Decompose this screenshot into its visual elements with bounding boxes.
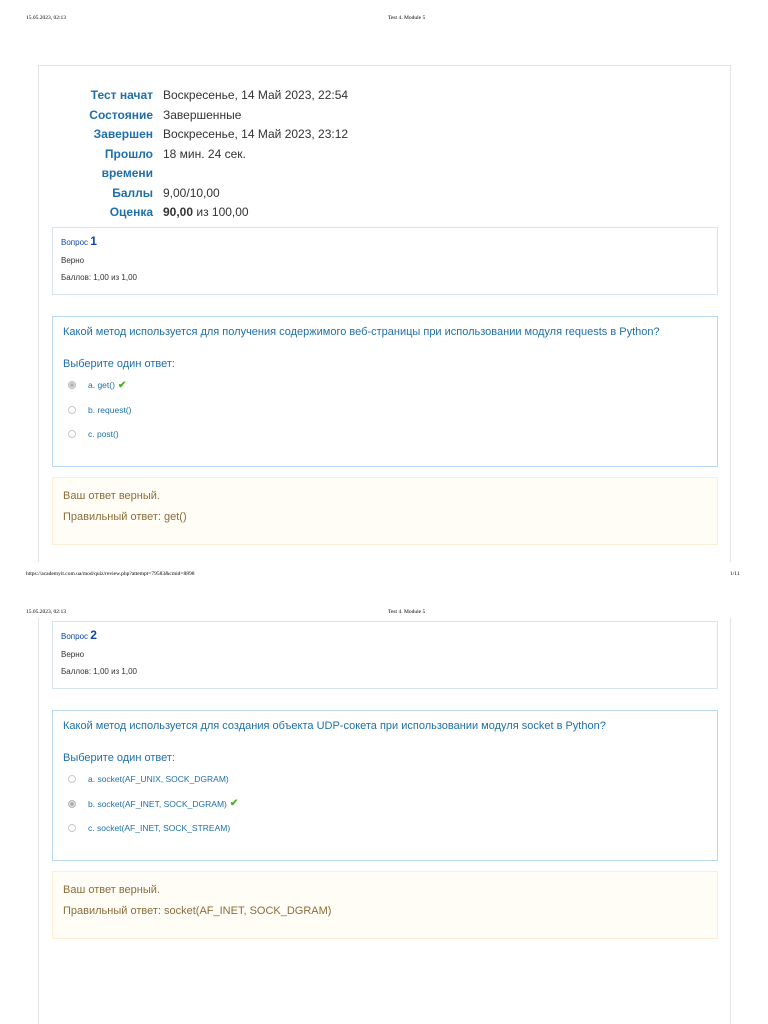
summary-row-time-taken [60, 145, 348, 184]
answer-option-b[interactable] [63, 398, 707, 423]
attempt-summary [60, 86, 348, 223]
question-number [61, 234, 709, 248]
question-state: Верно [61, 256, 85, 265]
question-content-2 [52, 710, 718, 861]
answer-option-b[interactable] [63, 792, 707, 817]
print-header-title: Test 4. Module 5 [388, 609, 426, 615]
summary-label: Оценка [109, 205, 153, 219]
summary-value: Воскресенье, 14 Май 2023, 22:54 [163, 88, 349, 102]
radio-button-selected[interactable] [68, 800, 76, 808]
question-text: Какой метод используется для создания объекта UDP-сокета при использовании модуля socket в Python? [63, 720, 606, 732]
check-icon: ✔ [117, 379, 127, 391]
grade-score: 90,00 [163, 205, 194, 219]
summary-row-completed [60, 125, 348, 145]
answer-option-text: b. socket(AF_INET, SOCK_DGRAM) [88, 798, 227, 809]
summary-label: Тест начат [90, 88, 153, 102]
question-feedback-2 [52, 871, 718, 939]
feedback-correct-answer: Правильный ответ: socket(AF_INET, SOCK_DGRAM) [63, 905, 332, 917]
summary-row-marks [60, 184, 348, 204]
radio-button-selected[interactable] [68, 381, 76, 389]
print-header-title: Test 4. Module 5 [388, 15, 426, 21]
answer-option-text: c. post() [88, 429, 119, 440]
question-label: Вопрос [61, 632, 89, 641]
answer-option-text: b. request() [88, 404, 132, 415]
answer-option-text: a. get() [88, 380, 115, 391]
answer-options [63, 767, 707, 841]
question-label: Вопрос [61, 238, 89, 247]
feedback-status: Ваш ответ верный. [63, 884, 160, 896]
question-text: Какой метод используется для получения содержимого веб-страницы при использовании модуля requests в Python? [63, 326, 660, 338]
print-header-date: 15.05.2023, 02:13 [26, 15, 67, 21]
answer-option-a[interactable] [63, 373, 707, 398]
print-footer-page: 1/11 [730, 571, 740, 577]
answer-prompt: Выберите один ответ: [63, 358, 175, 370]
summary-label-line: времени [101, 166, 153, 180]
summary-label-time-taken [60, 145, 163, 184]
feedback-correct-answer: Правильный ответ: get() [63, 511, 187, 523]
question-grade: Баллов: 1,00 из 1,00 [61, 273, 137, 282]
question-grade: Баллов: 1,00 из 1,00 [61, 667, 137, 676]
answer-option-text: c. socket(AF_INET, SOCK_STREAM) [88, 823, 231, 834]
question-state: Верно [61, 650, 85, 659]
summary-value: 18 мин. 24 сек. [163, 146, 246, 161]
question-number-value: 1 [90, 234, 97, 248]
question-content-1 [52, 316, 718, 467]
summary-value: Завершенные [163, 107, 242, 122]
radio-button[interactable] [68, 406, 76, 414]
print-header-date: 15.05.2023, 02:13 [26, 609, 67, 615]
answer-option-c[interactable] [63, 816, 707, 841]
question-info-2 [52, 621, 718, 689]
question-info-1 [52, 227, 718, 295]
radio-button[interactable] [68, 824, 76, 832]
radio-button[interactable] [68, 775, 76, 783]
summary-row-grade [60, 203, 348, 223]
summary-label: Баллы [112, 185, 153, 200]
answer-option-c[interactable] [63, 422, 707, 447]
answer-prompt: Выберите один ответ: [63, 752, 175, 764]
grade-max: из 100,00 [193, 205, 249, 219]
feedback-status: Ваш ответ верный. [63, 490, 160, 502]
summary-row-state [60, 106, 348, 126]
answer-option-a[interactable] [63, 767, 707, 792]
summary-label-line: Прошло [104, 146, 153, 161]
question-feedback-1 [52, 477, 718, 545]
summary-value: Воскресенье, 14 Май 2023, 23:12 [163, 127, 349, 141]
question-number [61, 628, 709, 642]
summary-label: Завершен [93, 127, 153, 141]
answer-option-text: a. socket(AF_UNIX, SOCK_DGRAM) [88, 774, 229, 785]
summary-label: Состояние [89, 107, 153, 122]
print-footer-url: https://academyit.com.ua/mod/quiz/review.php?attempt=79583&cmid=8898 [26, 571, 195, 577]
answer-options [63, 373, 707, 447]
summary-value: 9,00/10,00 [163, 185, 220, 200]
summary-value-grade [163, 203, 249, 223]
summary-row-started [60, 86, 348, 106]
question-number-value: 2 [90, 628, 97, 642]
radio-button[interactable] [68, 430, 76, 438]
check-icon: ✔ [229, 798, 239, 810]
